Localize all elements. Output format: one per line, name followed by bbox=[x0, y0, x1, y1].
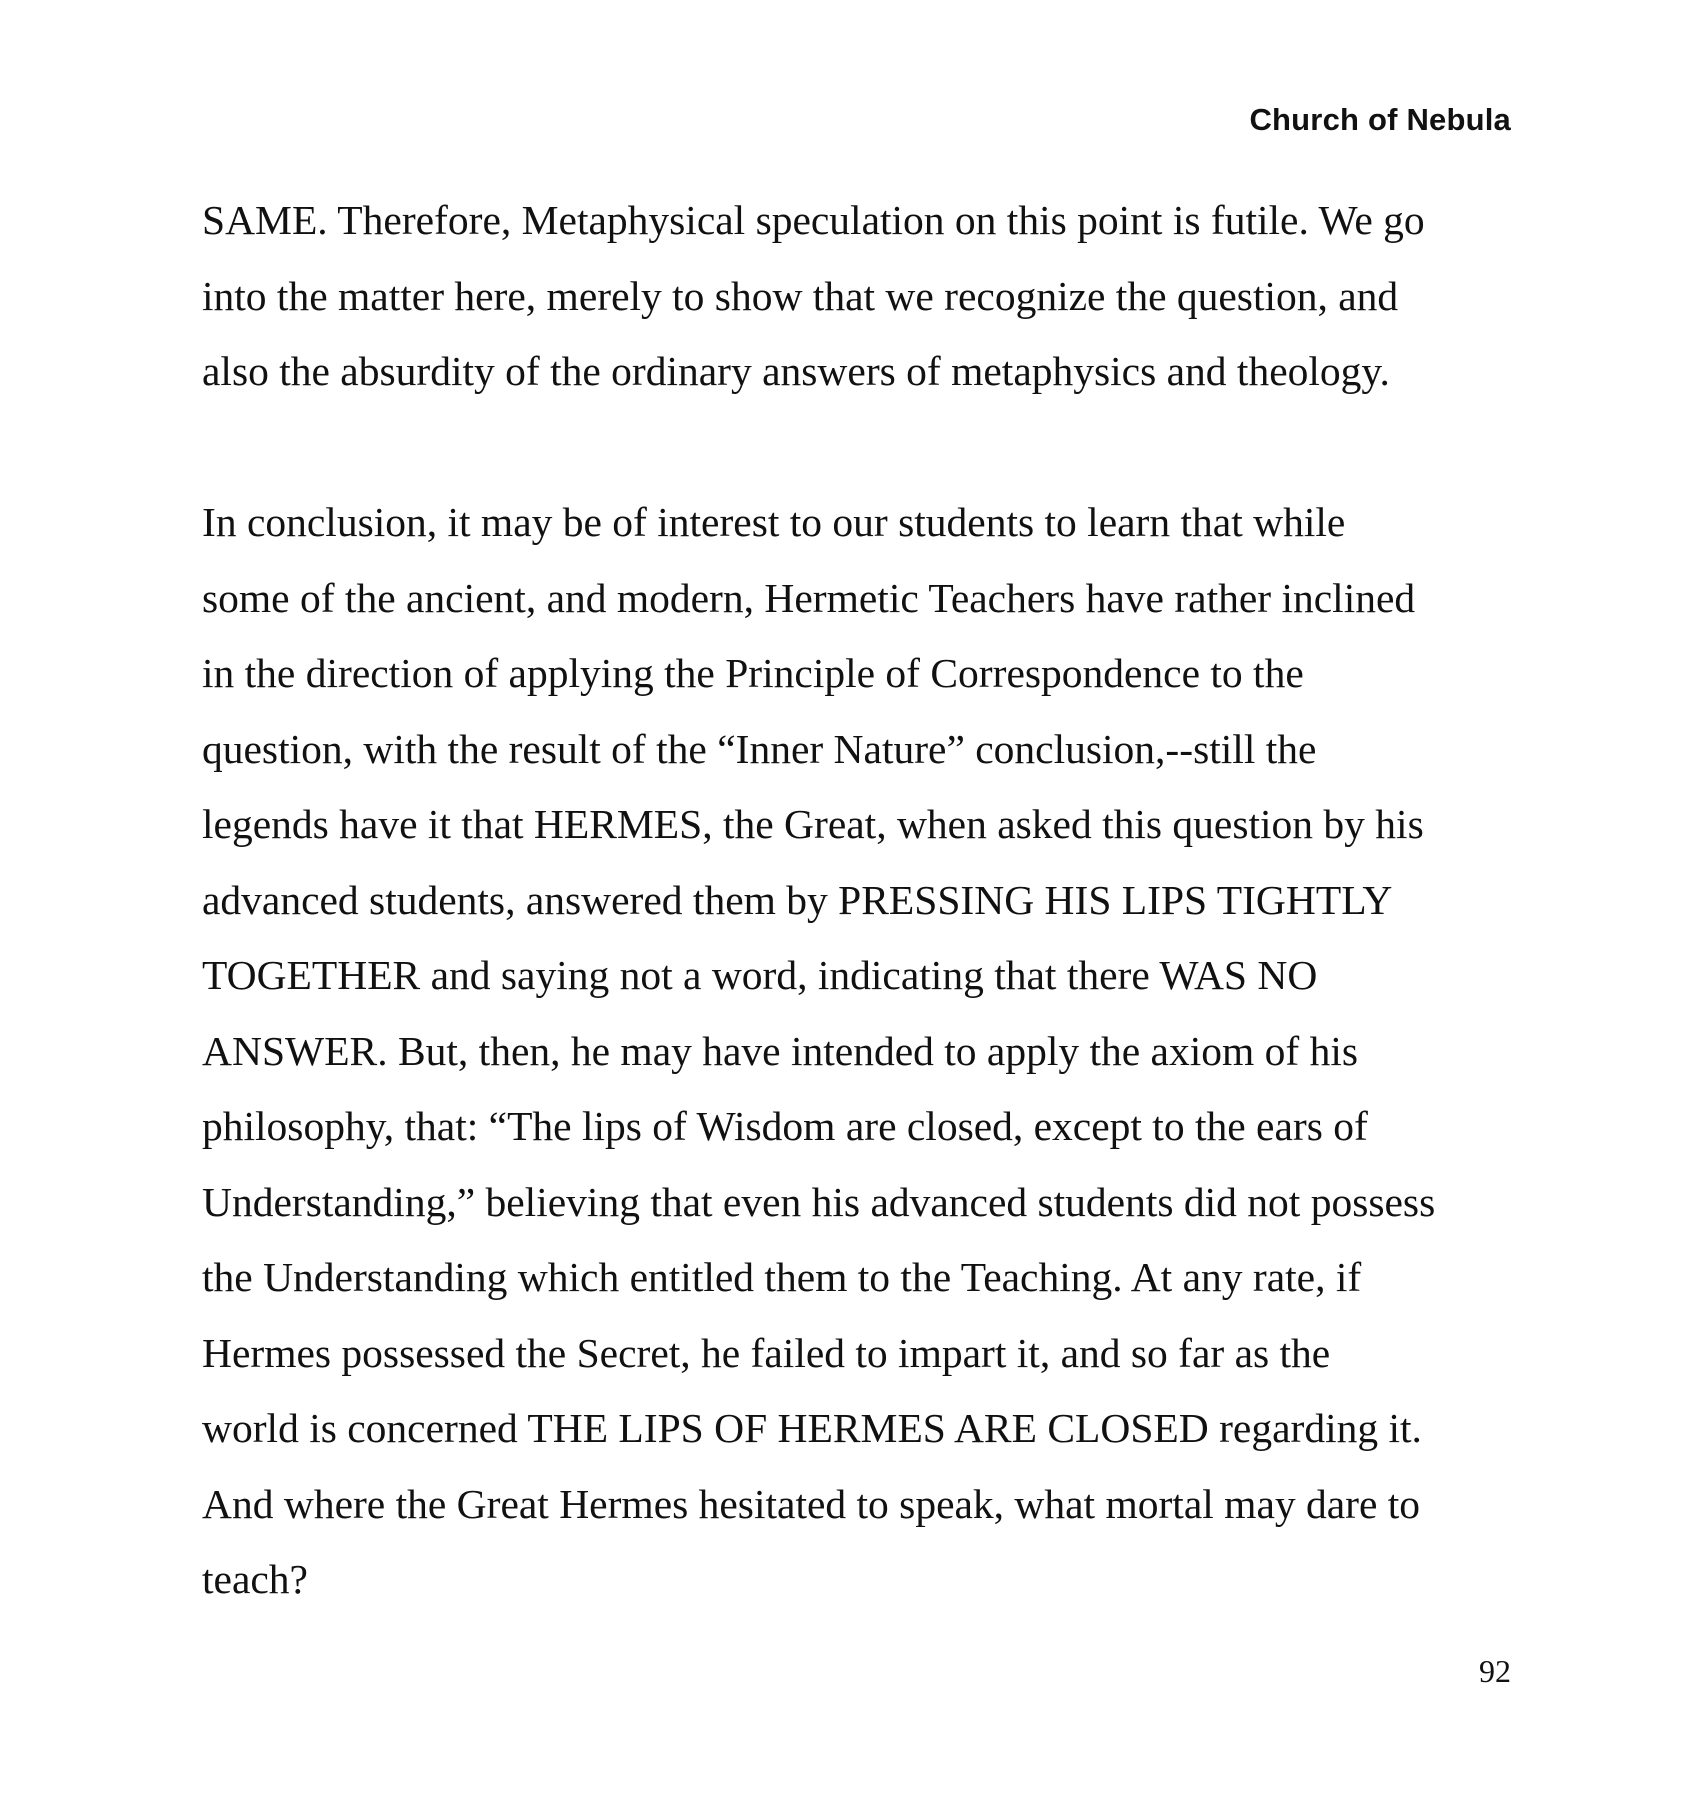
text-line: SAME. Therefore, Metaphysical speculation on this point is futile. We go bbox=[202, 197, 1425, 243]
text-line: philosophy, that: “The lips of Wisdom are closed, except to the ears of bbox=[202, 1103, 1368, 1149]
text-line: ANSWER. But, then, he may have intended to apply the axiom of his bbox=[202, 1027, 1359, 1074]
text-line: And where the Great Hermes hesitated to speak, what mortal may dare to bbox=[202, 1480, 1421, 1527]
text-line: In conclusion, it may be of interest to our students to learn that while bbox=[202, 499, 1346, 545]
text-line: legends have it that HERMES, the Great, when asked this question by his bbox=[202, 801, 1424, 847]
running-header-title: Church of Nebula bbox=[1249, 102, 1511, 137]
page-number: 92 bbox=[1479, 1653, 1511, 1689]
text-line: world is concerned THE LIPS OF HERMES ARE CLOSED regarding it. bbox=[202, 1405, 1422, 1451]
text-line: teach? bbox=[202, 1556, 308, 1602]
text-line: into the matter here, merely to show that we recognize the question, and bbox=[202, 272, 1399, 319]
text-line: question, with the result of the “Inner Nature” conclusion,--still the bbox=[202, 725, 1317, 772]
text-line: TOGETHER and saying not a word, indicating that there WAS NO bbox=[202, 952, 1318, 998]
text-line: advanced students, answered them by PRESSING HIS LIPS TIGHTLY bbox=[202, 876, 1393, 923]
paragraph-2 bbox=[202, 485, 1502, 1618]
text-line: Hermes possessed the Secret, he failed to impart it, and so far as the bbox=[202, 1329, 1331, 1376]
text-line: the Understanding which entitled them to the Teaching. At any rate, if bbox=[202, 1254, 1362, 1300]
paragraph-1 bbox=[202, 183, 1502, 410]
text-line: also the absurdity of the ordinary answers of metaphysics and theology. bbox=[202, 348, 1390, 394]
text-line: in the direction of applying the Principle of Correspondence to the bbox=[202, 650, 1304, 696]
text-line: some of the ancient, and modern, Hermetic Teachers have rather inclined bbox=[202, 574, 1416, 621]
text-line: Understanding,” believing that even his advanced students did not possess bbox=[202, 1178, 1436, 1225]
